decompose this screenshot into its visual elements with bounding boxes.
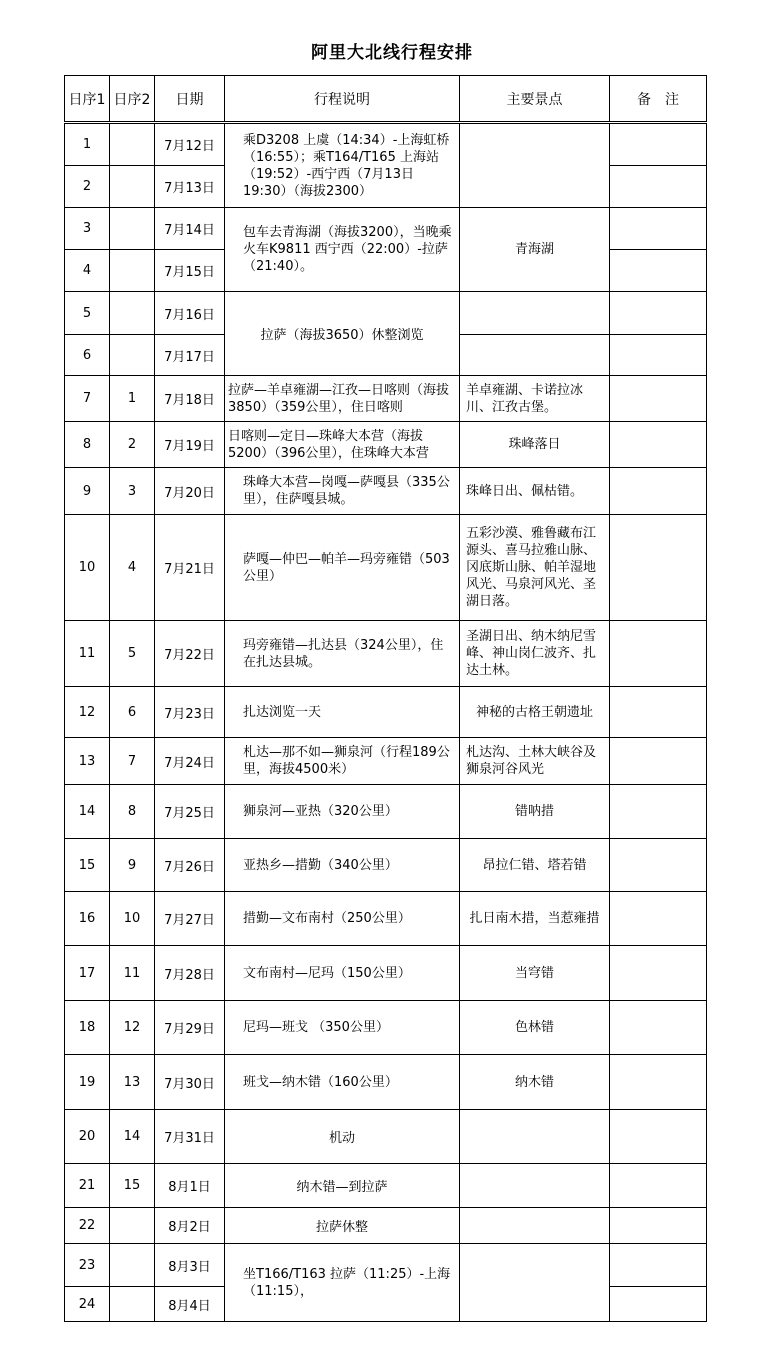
- sights-cell: 珠峰落日: [460, 422, 610, 468]
- table-row: [65, 123, 707, 166]
- day1-cell: 16: [65, 892, 110, 946]
- notes-cell: [610, 621, 707, 687]
- header-notes: 备 注: [610, 76, 707, 123]
- day2-cell: 12: [110, 1001, 155, 1055]
- day2-cell: 8: [110, 785, 155, 839]
- description-cell: 尼玛—班戈 （350公里）: [225, 1001, 460, 1055]
- day1-cell: 9: [65, 468, 110, 515]
- notes-cell: [610, 208, 707, 250]
- day2-cell: 10: [110, 892, 155, 946]
- day1-cell: 5: [65, 292, 110, 335]
- date-cell: 7月22日: [155, 621, 225, 687]
- day1-cell: 20: [65, 1110, 110, 1164]
- date-cell: 7月16日: [155, 292, 225, 335]
- description-cell: 文布南村—尼玛（150公里）: [225, 946, 460, 1001]
- date-cell: 7月19日: [155, 422, 225, 468]
- notes-cell: [610, 123, 707, 166]
- table-row: [65, 687, 707, 738]
- notes-cell: [610, 785, 707, 839]
- description-cell: 札达—那不如—狮泉河（行程189公里，海拔4500米）: [225, 738, 460, 785]
- day1-cell: 21: [65, 1164, 110, 1208]
- day2-cell: 15: [110, 1164, 155, 1208]
- sights-cell: 青海湖: [460, 208, 610, 292]
- day1-cell: 4: [65, 250, 110, 292]
- day1-cell: 12: [65, 687, 110, 738]
- table-row: [65, 422, 707, 468]
- day1-cell: 6: [65, 335, 110, 376]
- page-title: 阿里大北线行程安排: [311, 43, 473, 63]
- day2-cell: [110, 123, 155, 166]
- table-row: [65, 892, 707, 946]
- description-cell: 萨嘎—仲巴—帕羊—玛旁雍错（503公里）: [225, 515, 460, 621]
- table-row: [65, 376, 707, 422]
- day1-cell: 13: [65, 738, 110, 785]
- date-cell: 8月2日: [155, 1208, 225, 1244]
- notes-cell: [610, 1244, 707, 1287]
- description-cell: 玛旁雍错—扎达县（324公里），住在扎达县城。: [225, 621, 460, 687]
- notes-cell: [610, 1055, 707, 1110]
- sights-cell: [460, 1164, 610, 1208]
- notes-cell: [610, 1208, 707, 1244]
- table-row: [65, 1110, 707, 1164]
- description-cell: 拉萨（海拔3650）休整浏览: [225, 292, 460, 376]
- date-cell: 7月29日: [155, 1001, 225, 1055]
- day1-cell: 17: [65, 946, 110, 1001]
- date-cell: 7月31日: [155, 1110, 225, 1164]
- table-row: [65, 515, 707, 621]
- day1-cell: 23: [65, 1244, 110, 1287]
- date-cell: 7月27日: [155, 892, 225, 946]
- description-cell: 机动: [225, 1110, 460, 1164]
- header-row: [65, 76, 707, 123]
- sights-cell: 色林错: [460, 1001, 610, 1055]
- sights-cell: 圣湖日出、纳木纳尼雪峰、神山岗仁波齐、扎达土林。: [460, 621, 610, 687]
- day1-cell: 14: [65, 785, 110, 839]
- table-row: [65, 1208, 707, 1244]
- day1-cell: 22: [65, 1208, 110, 1244]
- table-row: [65, 946, 707, 1001]
- notes-cell: [610, 166, 707, 208]
- table-row: [65, 292, 707, 335]
- notes-cell: [610, 1287, 707, 1322]
- day2-cell: [110, 166, 155, 208]
- notes-cell: [610, 839, 707, 892]
- date-cell: 7月17日: [155, 335, 225, 376]
- notes-cell: [610, 738, 707, 785]
- notes-cell: [610, 468, 707, 515]
- date-cell: 7月25日: [155, 785, 225, 839]
- description-cell: 乘D3208 上虞（14:34）-上海虹桥（16:55）；乘T164/T165 上海站（19:52）-西宁西（7月13日19:30）（海拔2300）: [225, 123, 460, 208]
- notes-cell: [610, 687, 707, 738]
- table-row: [65, 785, 707, 839]
- header-description: 行程说明: [225, 76, 460, 123]
- description-cell: 拉萨—羊卓雍湖—江孜—日喀则（海拔3850）（359公里），住日喀则: [225, 376, 460, 422]
- notes-cell: [610, 1110, 707, 1164]
- day2-cell: 13: [110, 1055, 155, 1110]
- table-row: [65, 468, 707, 515]
- table-row: [65, 1164, 707, 1208]
- date-cell: 7月24日: [155, 738, 225, 785]
- notes-cell: [610, 335, 707, 376]
- sights-cell: 当穹错: [460, 946, 610, 1001]
- table-row: [65, 738, 707, 785]
- day1-cell: 24: [65, 1287, 110, 1322]
- date-cell: 7月23日: [155, 687, 225, 738]
- date-cell: 7月18日: [155, 376, 225, 422]
- header-day2: 日序2: [110, 76, 155, 123]
- date-cell: 8月3日: [155, 1244, 225, 1287]
- day2-cell: 9: [110, 839, 155, 892]
- day2-cell: [110, 250, 155, 292]
- sights-cell: [460, 292, 610, 335]
- day2-cell: [110, 1244, 155, 1287]
- day2-cell: [110, 208, 155, 250]
- description-cell: 亚热乡—措勤（340公里）: [225, 839, 460, 892]
- table-row: [65, 1001, 707, 1055]
- description-cell: 日喀则—定日—珠峰大本营（海拔5200）（396公里），住珠峰大本营: [225, 422, 460, 468]
- table-row: [65, 839, 707, 892]
- sights-cell: 珠峰日出、佩枯错。: [460, 468, 610, 515]
- description-cell: 班戈—纳木错（160公里）: [225, 1055, 460, 1110]
- sights-cell: 昂拉仁错、塔若错: [460, 839, 610, 892]
- date-cell: 8月1日: [155, 1164, 225, 1208]
- day2-cell: [110, 335, 155, 376]
- date-cell: 7月30日: [155, 1055, 225, 1110]
- sights-cell: 错呐措: [460, 785, 610, 839]
- date-cell: 8月4日: [155, 1287, 225, 1322]
- day1-cell: 1: [65, 123, 110, 166]
- sights-cell: 羊卓雍湖、卡诺拉冰川、江孜古堡。: [460, 376, 610, 422]
- date-cell: 7月26日: [155, 839, 225, 892]
- description-cell: 坐T166/T163 拉萨（11:25）-上海（11:15），: [225, 1244, 460, 1322]
- day2-cell: 1: [110, 376, 155, 422]
- table-row: [65, 1055, 707, 1110]
- day1-cell: 18: [65, 1001, 110, 1055]
- header-date: 日期: [155, 76, 225, 123]
- sights-cell: [460, 335, 610, 376]
- sights-cell: [460, 123, 610, 208]
- sights-cell: 纳木错: [460, 1055, 610, 1110]
- date-cell: 7月15日: [155, 250, 225, 292]
- description-cell: 包车去青海湖（海拔3200），当晚乘火车K9811 西宁西（22:00）-拉萨（21:40）。: [225, 208, 460, 292]
- sights-cell: 五彩沙漠、雅鲁藏布江源头、喜马拉雅山脉、冈底斯山脉、帕羊湿地风光、马泉河风光、圣湖日落。: [460, 515, 610, 621]
- day2-cell: 5: [110, 621, 155, 687]
- sights-cell: 扎日南木措，当惹雍措: [460, 892, 610, 946]
- notes-cell: [610, 376, 707, 422]
- day1-cell: 11: [65, 621, 110, 687]
- table-row: [65, 1244, 707, 1287]
- sights-cell: 神秘的古格王朝遗址: [460, 687, 610, 738]
- day2-cell: 4: [110, 515, 155, 621]
- description-cell: 纳木错—到拉萨: [225, 1164, 460, 1208]
- description-cell: 扎达浏览一天: [225, 687, 460, 738]
- sights-cell: [460, 1244, 610, 1322]
- header-day1: 日序1: [65, 76, 110, 123]
- day2-cell: 3: [110, 468, 155, 515]
- itinerary-table: [64, 75, 707, 1322]
- description-cell: 狮泉河—亚热（320公里）: [225, 785, 460, 839]
- notes-cell: [610, 1164, 707, 1208]
- day2-cell: [110, 292, 155, 335]
- day2-cell: 6: [110, 687, 155, 738]
- day2-cell: [110, 1208, 155, 1244]
- day2-cell: 7: [110, 738, 155, 785]
- day1-cell: 2: [65, 166, 110, 208]
- table-row: [65, 621, 707, 687]
- notes-cell: [610, 1001, 707, 1055]
- day2-cell: 2: [110, 422, 155, 468]
- date-cell: 7月21日: [155, 515, 225, 621]
- date-cell: 7月28日: [155, 946, 225, 1001]
- notes-cell: [610, 892, 707, 946]
- day1-cell: 15: [65, 839, 110, 892]
- day1-cell: 7: [65, 376, 110, 422]
- header-sights: 主要景点: [460, 76, 610, 123]
- date-cell: 7月20日: [155, 468, 225, 515]
- sights-cell: [460, 1208, 610, 1244]
- date-cell: 7月12日: [155, 123, 225, 166]
- day1-cell: 8: [65, 422, 110, 468]
- notes-cell: [610, 292, 707, 335]
- day2-cell: 14: [110, 1110, 155, 1164]
- notes-cell: [610, 946, 707, 1001]
- description-cell: 珠峰大本营—岗嘎—萨嘎县（335公里），住萨嘎县城。: [225, 468, 460, 515]
- day1-cell: 10: [65, 515, 110, 621]
- description-cell: 措勤—文布南村（250公里）: [225, 892, 460, 946]
- table-row: [65, 208, 707, 250]
- date-cell: 7月14日: [155, 208, 225, 250]
- date-cell: 7月13日: [155, 166, 225, 208]
- sights-cell: [460, 1110, 610, 1164]
- notes-cell: [610, 422, 707, 468]
- notes-cell: [610, 250, 707, 292]
- day2-cell: 11: [110, 946, 155, 1001]
- day1-cell: 19: [65, 1055, 110, 1110]
- notes-cell: [610, 515, 707, 621]
- day2-cell: [110, 1287, 155, 1322]
- day1-cell: 3: [65, 208, 110, 250]
- description-cell: 拉萨休整: [225, 1208, 460, 1244]
- sights-cell: 札达沟、土林大峡谷及狮泉河谷风光: [460, 738, 610, 785]
